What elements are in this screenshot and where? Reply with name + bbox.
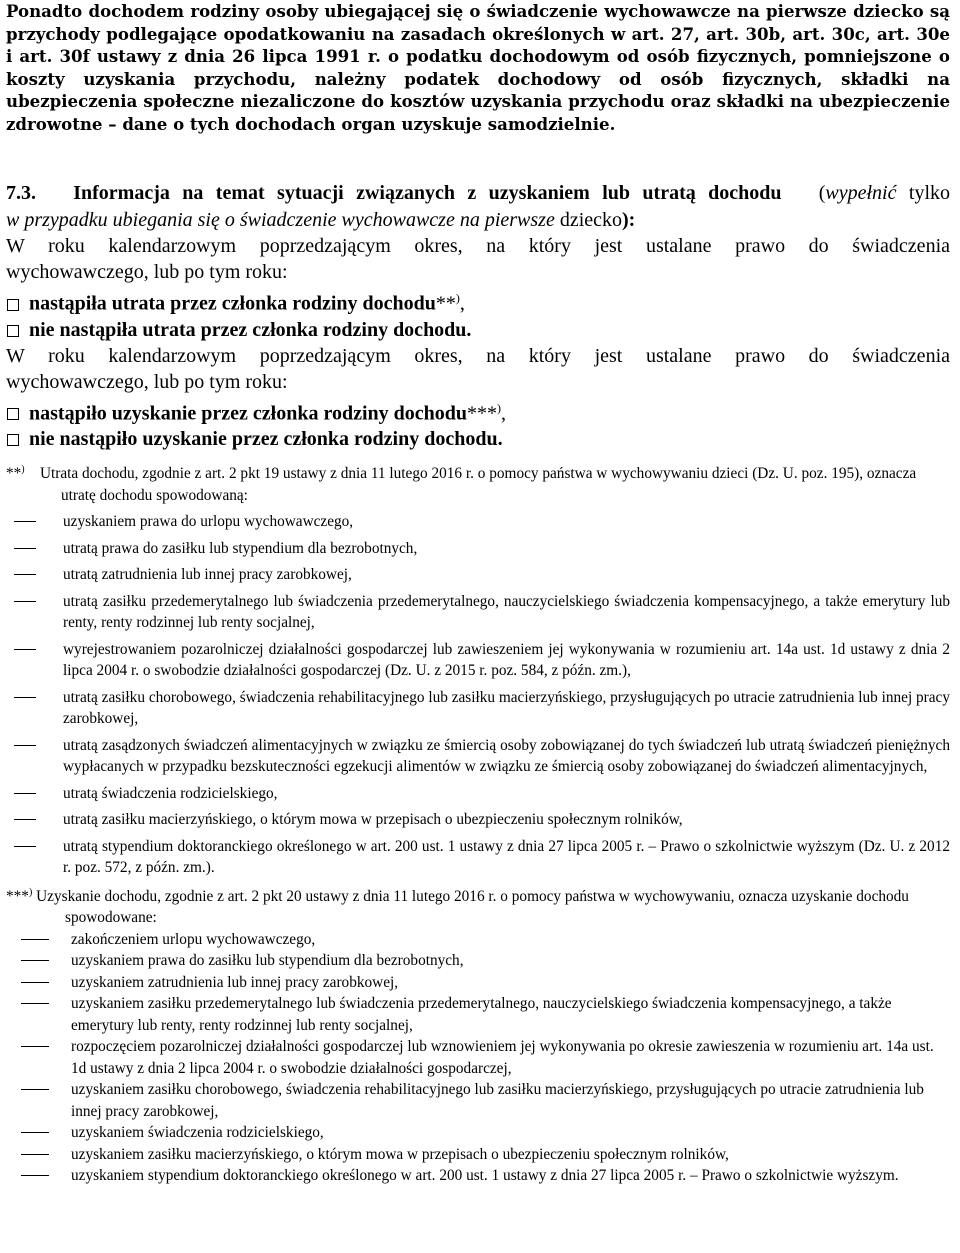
option-loss-yes[interactable]: nastąpiła utrata przez członka rodziny dochodu**), xyxy=(6,285,950,317)
para1-line2: wychowawczego, lub po tym roku: xyxy=(6,261,288,283)
section-note-plain1: tylko xyxy=(896,182,951,204)
footnotes xyxy=(6,459,950,1187)
section-7-3 xyxy=(6,180,950,452)
footnote2-head: ***) Uzyskanie dochodu, zgodnie z art. 2 pkt 20 ustawy z dnia 11 lutego 2016 r. o pomocy państwa w wychowywaniu, oznacza uzyskanie dochodu spowodowane: xyxy=(6,886,909,927)
checkbox-icon[interactable] xyxy=(7,434,19,446)
list-item: uzyskaniem zasiłku macierzyńskiego, o którym mowa w przepisach o ubezpieczeniu społecznym rolników, xyxy=(6,1144,950,1166)
list-item: uzyskaniem zasiłku chorobowego, świadczenia rehabilitacyjnego lub zasiłku macierzyńskiego, przysługujących po utracie zatrudnienia lub innej pracy zarobkowej, xyxy=(6,1079,950,1122)
list-item: utratą zasiłku chorobowego, świadczenia rehabilitacyjnego lub zasiłku macierzyńskiego, przysługujących po utracie zatrudnienia lub innej pracy zarobkowej, xyxy=(6,687,950,730)
section-note-italic2: w przypadku ubiegania się o świadczenie wychowawcze na pierwsze xyxy=(6,209,555,231)
list-item: utratą zasądzonych świadczeń alimentacyjnych w związku ze śmiercią osoby zobowiązanej do tych świadczeń lub utratą świadczeń pieniężnych wypłacanych w przypadku bezskuteczności egzekucji alimentów w związku ze śmiercią osoby zobowiązanej do świadczeń alimentacyjnych, xyxy=(6,735,950,778)
option-gain-no[interactable]: nie nastąpiło uzyskanie przez członka rodziny dochodu. xyxy=(6,426,950,452)
list-item: utratą zasiłku macierzyńskiego, o którym mowa w przepisach o ubezpieczeniu społecznym rolników, xyxy=(6,809,950,831)
list-item: rozpoczęciem pozarolniczej działalności gospodarczej lub wznowieniem jej wykonywania po okresie zawieszenia w rozumieniu art. 14a ust. 1d ustawy z dnia 2 lipca 2004 r. o swobodzie działalności gospodarczej, xyxy=(6,1036,950,1079)
footnote1-text: Utrata dochodu, zgodnie z art. 2 pkt 19 ustawy z dnia 11 lutego 2016 r. o pomocy państwa w wychowywaniu dzieci (Dz. U. poz. 195), oznacza utratę dochodu spowodowaną: xyxy=(39,465,917,504)
section-heading xyxy=(6,180,950,207)
footnote1-list xyxy=(6,511,950,879)
list-item: uzyskaniem prawa do zasiłku lub stypendium dla bezrobotnych, xyxy=(6,950,950,972)
section-note-plain2: dziecko xyxy=(554,209,623,231)
option-loss-no[interactable]: nie nastąpiła utrata przez członka rodziny dochodu. xyxy=(6,317,950,343)
list-item: utratą prawa do zasiłku lub stypendium dla bezrobotnych, xyxy=(6,538,950,560)
list-item: uzyskaniem stypendium doktoranckiego określonego w art. 200 ust. 1 ustawy z dnia 27 lipca 2005 r. – Prawo o szkolnictwie wyższym. xyxy=(6,1165,950,1187)
para2-line2: wychowawczego, lub po tym roku: xyxy=(6,370,288,393)
list-item: utratą zatrudnienia lub innej pracy zarobkowej, xyxy=(6,564,950,586)
option-gain-yes[interactable]: nastąpiło uzyskanie przez członka rodziny dochodu***), xyxy=(6,395,950,427)
section-note-open: ( xyxy=(818,182,826,204)
section-number: 7.3. xyxy=(6,182,36,204)
section-note-close: ): xyxy=(622,209,636,231)
footnote2-text: Uzyskanie dochodu, zgodnie z art. 2 pkt 20 ustawy z dnia 11 lutego 2016 r. o pomocy państwa w wychowywaniu, oznacza uzyskanie dochodu spowodowane: xyxy=(36,887,909,927)
checkbox-icon[interactable] xyxy=(7,408,19,420)
footnote1-marker: ** xyxy=(6,465,22,483)
footnote2-marker: *** xyxy=(6,887,29,905)
list-item: uzyskaniem zatrudnienia lub innej pracy zarobkowej, xyxy=(6,972,950,994)
checkbox-icon[interactable] xyxy=(7,299,19,311)
section-title: Informacja na temat sytuacji związanych z uzyskaniem lub utratą dochodu xyxy=(73,182,782,204)
footnote1-head: **) Utrata dochodu, zgodnie z art. 2 pkt 19 ustawy z dnia 11 lutego 2016 r. o pomocy państwa w wychowywaniu dzieci (Dz. U. poz. 195), oznacza utratę dochodu spowodowaną: xyxy=(6,464,917,504)
section-heading-line2 xyxy=(6,207,950,233)
list-item: uzyskaniem zasiłku przedemerytalnego lub świadczenia przedemerytalnego, nauczycielskiego świadczenia kompensacyjnego, a także emerytury lub renty, renty rodzinnej lub renty socjalnej, xyxy=(6,993,950,1036)
list-item: uzyskaniem prawa do urlopu wychowawczego, xyxy=(6,511,950,533)
para1-line1: W roku kalendarzowym poprzedzającym okres, na który jest ustalane prawo do świadczenia xyxy=(6,235,950,257)
list-item: wyrejestrowaniem pozarolniczej działalności gospodarczej lub zawieszeniem jej wykonywania w rozumieniu art. 14a ust. 1d ustawy z dnia 2 lipca 2004 r. o swobodzie działalności gospodarczej (Dz. U. z 2015 r. poz. 584, z późn. zm.), xyxy=(6,639,950,682)
footnote2-list xyxy=(6,929,950,1187)
list-item: utratą świadczenia rodzicielskiego, xyxy=(6,783,950,805)
list-item: utratą stypendium doktoranckiego określonego w art. 200 ust. 1 ustawy z dnia 27 lipca 2005 r. – Prawo o szkolnictwie wyższym (Dz. U. z 2012 r. poz. 572, z późn. zm.). xyxy=(6,836,950,879)
list-item: uzyskaniem świadczenia rodzicielskiego, xyxy=(6,1122,950,1144)
list-item: utratą zasiłku przedemerytalnego lub świadczenia przedemerytalnego, nauczycielskiego świadczenia kompensacyjnego, a także emerytury lub renty, renty rodzinnej lub renty socjalnej, xyxy=(6,591,950,634)
section-note-italic1: wypełnić xyxy=(825,182,897,204)
list-item: zakończeniem urlopu wychowawczego, xyxy=(6,929,950,951)
checkbox-icon[interactable] xyxy=(7,325,19,337)
para2-line1: W roku kalendarzowym poprzedzającym okres, na który jest ustalane prawo do świadczenia xyxy=(6,344,950,367)
intro-paragraph: Ponadto dochodem rodziny osoby ubiegającej się o świadczenie wychowawcze na pierwsze dziecko są przychody podlegające opodatkowaniu na zasadach określonych w art. 27, art. 30b, art. 30c, art. 30e i art. 30f ustawy z dnia 26 lipca 1991 r. o podatku dochodowym od osób fizycznych, pomniejszone o koszty uzyskania przychodu, należny podatek dochodowy od osób fizycznych, składki na ubezpieczenia społeczne niezaliczone do kosztów uzyskania przychodu oraz składki na ubezpieczenie zdrowotne – dane o tych dochodach organ uzyskuje samodzielnie. xyxy=(6,1,950,134)
